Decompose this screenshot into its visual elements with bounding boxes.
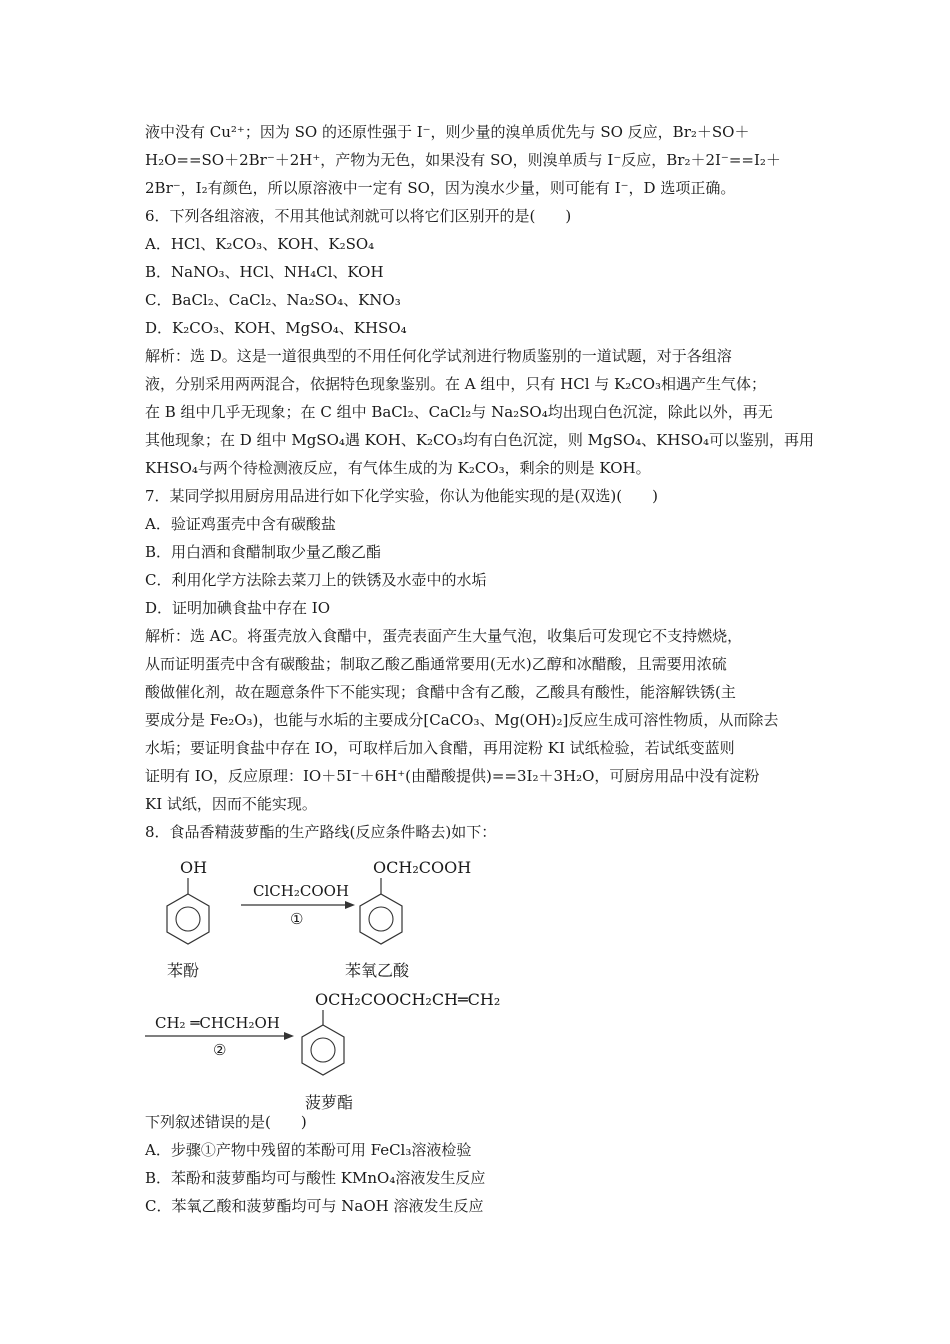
step-2-label: ②	[213, 1041, 227, 1059]
option-7d: D．证明加碘食盐中存在 IO	[145, 599, 331, 617]
arrow-2-head	[284, 1032, 294, 1040]
option-8b: B．苯酚和菠萝酯均可与酸性 KMnO₄溶液发生反应	[145, 1169, 486, 1187]
reagent-2: CH₂ ═CHCH₂OH	[155, 1014, 280, 1032]
ester-substituent: OCH₂COOCH₂CH═CH₂	[315, 990, 501, 1009]
option-8c: C．苯氧乙酸和菠萝酯均可与 NaOH 溶液发生反应	[145, 1197, 484, 1215]
solution-6-line: KHSO₄与两个待检测液反应，有气体生成的为 K₂CO₃，剩余的则是 KOH。	[145, 459, 651, 477]
ester-name: 菠萝酯	[305, 1093, 354, 1112]
solution-7-line: 要成分是 Fe₂O₃)，也能与水垢的主要成分[CaCO₃、Mg(OH)₂]反应生成可溶性物质，从而除去	[145, 711, 779, 729]
solution-7-line: 酸做催化剂，故在题意条件下不能实现；食醋中含有乙酸，乙酸具有酸性，能溶解铁锈(主	[145, 683, 736, 701]
reaction-scheme	[145, 850, 665, 1120]
option-6b: B．NaNO₃、HCl、NH₄Cl、KOH	[145, 263, 384, 281]
question-8-stem: 下列叙述错误的是( )	[145, 1113, 307, 1131]
document-body	[145, 118, 815, 846]
option-7b: B．用白酒和食醋制取少量乙酸乙酯	[145, 543, 382, 561]
option-8a: A．步骤①产物中残留的苯酚可用 FeCl₃溶液检验	[145, 1141, 472, 1159]
solution-7-line: 从而证明蛋壳中含有碳酸盐；制取乙酸乙酯通常要用(无水)乙醇和冰醋酸，且需要用浓硫	[145, 655, 727, 673]
solution-7-line: 证明有 IO，反应原理：IO＋5I⁻＋6H⁺(由醋酸提供)==3I₂＋3H₂O，可厨房用品中没有淀粉	[145, 767, 760, 785]
question-7: 7．某同学拟用厨房用品进行如下化学实验，你认为他能实现的是(双选)( )	[145, 487, 658, 505]
solution-6-line: 其他现象；在 D 组中 MgSO₄遇 KOH、K₂CO₃均有白色沉淀，则 MgSO₄、KHSO₄可以鉴别，再用	[145, 431, 815, 449]
option-6d: D．K₂CO₃、KOH、MgSO₄、KHSO₄	[145, 319, 407, 337]
ester-benzene-ring	[302, 1025, 344, 1075]
option-6c: C．BaCl₂、CaCl₂、Na₂SO₄、KNO₃	[145, 291, 401, 309]
step-1-label: ①	[290, 910, 304, 928]
question-8: 8．食品香精菠萝酯的生产路线(反应条件略去)如下：	[145, 823, 497, 841]
acid-substituent: OCH₂COOH	[373, 858, 472, 877]
acid-benzene-ring	[360, 894, 402, 944]
text-line: H₂O==SO＋2Br⁻＋2H⁺，产物为无色，如果没有 SO，则溴单质与 I⁻反应，Br₂＋2I⁻==I₂＋	[145, 151, 781, 169]
solution-7-line: KI 试纸，因而不能实现。	[145, 795, 317, 813]
question-8-body	[145, 1108, 810, 1220]
solution-7-line: 解析：选 AC。将蛋壳放入食醋中，蛋壳表面产生大量气泡，收集后可发现它不支持燃烧，	[145, 627, 743, 645]
option-7a: A．验证鸡蛋壳中含有碳酸盐	[145, 515, 336, 533]
acid-ring-circle	[369, 907, 393, 931]
solution-6-line: 解析：选 D。这是一道很典型的不用任何化学试剂进行物质鉴别的一道试题，对于各组溶	[145, 347, 732, 365]
option-7c: C．利用化学方法除去菜刀上的铁锈及水壶中的水垢	[145, 571, 487, 589]
text-line: 2Br⁻，I₂有颜色，所以原溶液中一定有 SO，因为溴水少量，则可能有 I⁻，D 选项正确。	[145, 179, 736, 197]
ester-ring-circle	[311, 1038, 335, 1062]
phenol-substituent: OH	[180, 858, 208, 877]
arrow-1-head	[345, 901, 355, 909]
option-6a: A．HCl、K₂CO₃、KOH、K₂SO₄	[145, 235, 375, 253]
solution-7-line: 水垢；要证明食盐中存在 IO，可取样后加入食醋，再用淀粉 KI 试纸检验，若试纸变蓝则	[145, 739, 735, 757]
text-line: 液中没有 Cu²⁺；因为 SO 的还原性强于 I⁻，则少量的溴单质优先与 SO 反应，Br₂＋SO＋	[145, 123, 750, 141]
phenol-name: 苯酚	[167, 961, 200, 980]
phenol-benzene-ring	[167, 894, 209, 944]
acid-name: 苯氧乙酸	[345, 961, 410, 980]
solution-6-line: 在 B 组中几乎无现象；在 C 组中 BaCl₂、CaCl₂与 Na₂SO₄均出现白色沉淀，除此以外，再无	[145, 403, 773, 421]
reagent-1: ClCH₂COOH	[253, 882, 349, 900]
question-6: 6．下列各组溶液，不用其他试剂就可以将它们区别开的是( )	[145, 207, 572, 225]
solution-6-line: 液，分别采用两两混合，依据特色现象鉴别。在 A 组中，只有 HCl 与 K₂CO₃相遇产生气体；	[145, 375, 767, 393]
phenol-ring-circle	[176, 907, 200, 931]
